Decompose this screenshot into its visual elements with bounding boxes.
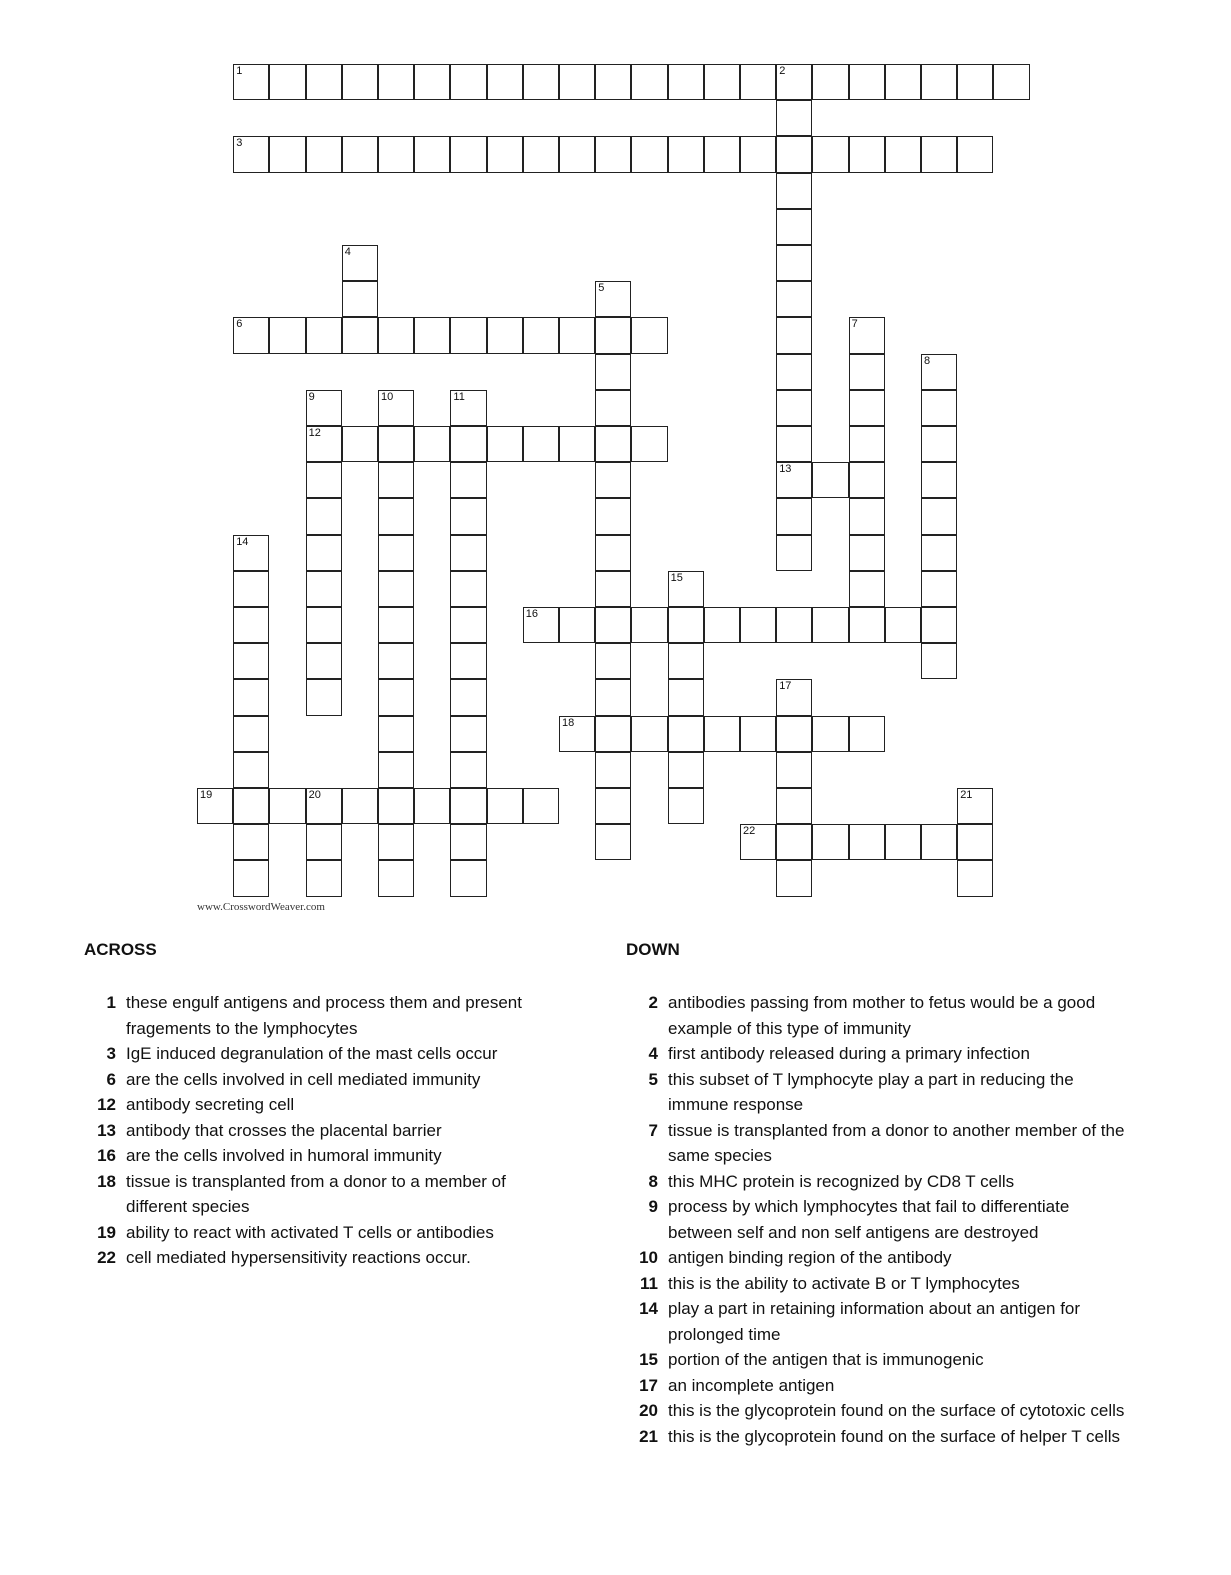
grid-cell[interactable] xyxy=(668,643,704,679)
grid-cell[interactable] xyxy=(306,535,342,571)
grid-cell[interactable] xyxy=(450,571,486,607)
grid-cell[interactable] xyxy=(849,317,885,353)
grid-cell[interactable] xyxy=(993,64,1029,100)
cell-number: 4 xyxy=(344,246,351,258)
grid-cell[interactable] xyxy=(233,607,269,643)
grid-cell[interactable] xyxy=(306,860,342,896)
clue-text: are the cells involved in cell mediated immunity xyxy=(126,1069,481,1089)
grid-cell[interactable] xyxy=(776,716,812,752)
credit-text: www.CrosswordWeaver.com xyxy=(197,901,325,913)
clue-number: 8 xyxy=(648,1171,658,1191)
grid-cell[interactable] xyxy=(631,607,667,643)
clue-item xyxy=(84,1067,554,1093)
clue-text: are the cells involved in humoral immunity xyxy=(126,1146,442,1165)
grid-cell[interactable] xyxy=(631,136,667,172)
grid-cell[interactable] xyxy=(306,607,342,643)
cell-number: 13 xyxy=(779,463,792,476)
grid-cell[interactable] xyxy=(849,498,885,534)
grid-cell[interactable] xyxy=(631,317,667,353)
clue-text: ability to react with activated T cells or antibodies xyxy=(126,1222,494,1242)
grid-cell[interactable] xyxy=(197,788,233,824)
grid-cell[interactable] xyxy=(342,245,378,281)
grid-cell[interactable] xyxy=(559,607,595,643)
grid-cell[interactable] xyxy=(957,64,993,100)
grid-cell[interactable] xyxy=(885,136,921,172)
clue-item xyxy=(626,1194,1126,1245)
grid-cell[interactable] xyxy=(306,498,342,534)
clue-text: play a part in retaining information about an antigen for prolonged time xyxy=(668,1299,1081,1344)
grid-cell[interactable] xyxy=(704,64,740,100)
grid-cell[interactable] xyxy=(957,860,993,896)
clue-text: antibody secreting cell xyxy=(126,1095,295,1114)
grid-cell[interactable] xyxy=(342,136,378,172)
cell-number: 17 xyxy=(779,680,792,693)
grid-cell[interactable] xyxy=(631,426,667,462)
grid-cell[interactable] xyxy=(668,64,704,100)
grid-cell[interactable] xyxy=(849,390,885,426)
clue-item xyxy=(626,1245,1126,1271)
grid-cell[interactable] xyxy=(306,679,342,715)
grid-cell[interactable] xyxy=(849,607,885,643)
grid-cell[interactable] xyxy=(595,716,631,752)
grid-cell[interactable] xyxy=(668,136,704,172)
clue-item xyxy=(84,1169,554,1220)
clue-number: 22 xyxy=(97,1248,116,1267)
clue-number: 18 xyxy=(97,1171,116,1191)
clue-number: 7 xyxy=(648,1120,658,1140)
grid-cell[interactable] xyxy=(957,136,993,172)
clue-number: 12 xyxy=(97,1095,116,1114)
grid-cell[interactable] xyxy=(668,752,704,788)
grid-cell[interactable] xyxy=(233,679,269,715)
clue-number: 14 xyxy=(639,1299,658,1318)
grid-cell[interactable] xyxy=(885,824,921,860)
clue-item xyxy=(84,1118,554,1144)
clue-number: 5 xyxy=(648,1069,658,1089)
grid-cell[interactable] xyxy=(921,643,957,679)
grid-cell[interactable] xyxy=(450,390,486,426)
grid-cell[interactable] xyxy=(487,317,523,353)
grid-cell[interactable] xyxy=(414,788,450,824)
clue-text: antibodies passing from mother to fetus would be a good example of this type of immunity xyxy=(668,993,1096,1038)
cell-number: 3 xyxy=(236,137,243,150)
grid-cell[interactable] xyxy=(269,136,305,172)
clue-number: 1 xyxy=(106,993,116,1012)
grid-cell[interactable] xyxy=(595,679,631,715)
grid-cell[interactable] xyxy=(812,716,848,752)
grid-cell[interactable] xyxy=(776,607,812,643)
grid-cell[interactable] xyxy=(233,64,269,100)
cell-number: 2 xyxy=(779,65,786,77)
grid-cell[interactable] xyxy=(595,390,631,426)
grid-cell[interactable] xyxy=(668,788,704,824)
down-clue-list xyxy=(626,990,1126,1449)
grid-cell[interactable] xyxy=(378,426,414,462)
grid-cell[interactable] xyxy=(342,317,378,353)
clue-number: 17 xyxy=(639,1375,658,1395)
grid-cell[interactable] xyxy=(233,716,269,752)
grid-cell[interactable] xyxy=(921,64,957,100)
grid-cell[interactable] xyxy=(704,716,740,752)
clue-item xyxy=(626,1347,1126,1373)
grid-cell[interactable] xyxy=(776,535,812,571)
grid-cell[interactable] xyxy=(776,245,812,281)
grid-cell[interactable] xyxy=(233,535,269,571)
grid-cell[interactable] xyxy=(885,64,921,100)
grid-cell[interactable] xyxy=(668,607,704,643)
grid-cell[interactable] xyxy=(306,426,342,462)
grid-cell[interactable] xyxy=(595,281,631,317)
grid-cell[interactable] xyxy=(957,788,993,824)
grid-cell[interactable] xyxy=(378,498,414,534)
grid-cell[interactable] xyxy=(378,643,414,679)
clue-text: this is the glycoprotein found on the surface of helper T cells xyxy=(668,1426,1121,1446)
cell-number: 10 xyxy=(381,390,394,403)
clue-item xyxy=(626,1296,1126,1347)
grid-cell[interactable] xyxy=(595,571,631,607)
cell-number: 1 xyxy=(236,65,243,77)
grid-cell[interactable] xyxy=(523,788,559,824)
clue-item xyxy=(626,1271,1126,1297)
clue-number: 9 xyxy=(648,1197,658,1216)
grid-cell[interactable] xyxy=(740,716,776,752)
grid-cell[interactable] xyxy=(595,788,631,824)
grid-cell[interactable] xyxy=(849,716,885,752)
cell-number: 18 xyxy=(562,716,575,729)
grid-cell[interactable] xyxy=(450,679,486,715)
grid-cell[interactable] xyxy=(595,317,631,353)
grid-cell[interactable] xyxy=(306,788,342,824)
clue-item xyxy=(84,1220,554,1246)
grid-cell[interactable] xyxy=(849,136,885,172)
grid-cell[interactable] xyxy=(957,824,993,860)
clue-text: this MHC protein is recognized by CD8 T cells xyxy=(668,1171,1015,1191)
grid-cell[interactable] xyxy=(450,788,486,824)
clue-number: 6 xyxy=(106,1069,116,1089)
clue-item xyxy=(626,1424,1126,1450)
grid-cell[interactable] xyxy=(631,716,667,752)
clue-item xyxy=(84,1143,554,1169)
grid-cell[interactable] xyxy=(306,462,342,498)
cell-number: 20 xyxy=(308,789,321,801)
grid-cell[interactable] xyxy=(233,752,269,788)
cell-number: 14 xyxy=(236,535,249,548)
grid-cell[interactable] xyxy=(595,824,631,860)
clue-number: 2 xyxy=(648,993,658,1012)
grid-cell[interactable] xyxy=(378,64,414,100)
clue-item xyxy=(84,1092,554,1118)
grid-cell[interactable] xyxy=(378,535,414,571)
clue-text: cell mediated hypersensitivity reactions occur. xyxy=(126,1248,471,1267)
grid-cell[interactable] xyxy=(450,136,486,172)
clue-item xyxy=(84,990,554,1041)
grid-cell[interactable] xyxy=(776,426,812,462)
clue-text: this subset of T lymphocyte play a part in reducing the immune response xyxy=(668,1069,1074,1114)
clue-number: 20 xyxy=(639,1401,658,1420)
grid-cell[interactable] xyxy=(885,607,921,643)
grid-cell[interactable] xyxy=(921,426,957,462)
clue-number: 4 xyxy=(648,1044,658,1063)
grid-cell[interactable] xyxy=(523,136,559,172)
grid-cell[interactable] xyxy=(595,752,631,788)
grid-cell[interactable] xyxy=(306,824,342,860)
grid-cell[interactable] xyxy=(487,426,523,462)
clue-number: 13 xyxy=(97,1120,116,1140)
grid-cell[interactable] xyxy=(378,607,414,643)
grid-cell[interactable] xyxy=(595,136,631,172)
grid-cell[interactable] xyxy=(487,136,523,172)
grid-cell[interactable] xyxy=(921,535,957,571)
clue-number: 16 xyxy=(97,1146,116,1165)
grid-cell[interactable] xyxy=(740,607,776,643)
grid-cell[interactable] xyxy=(378,390,414,426)
cell-number: 12 xyxy=(308,427,321,439)
grid-cell[interactable] xyxy=(342,64,378,100)
clue-text: antigen binding region of the antibody xyxy=(668,1248,952,1267)
grid-cell[interactable] xyxy=(233,317,269,353)
grid-cell[interactable] xyxy=(776,788,812,824)
across-clue-list xyxy=(84,990,554,1271)
clue-number: 21 xyxy=(639,1426,658,1446)
grid-cell[interactable] xyxy=(414,426,450,462)
cell-number: 5 xyxy=(598,282,605,295)
grid-cell[interactable] xyxy=(776,209,812,245)
grid-cell[interactable] xyxy=(668,716,704,752)
grid-cell[interactable] xyxy=(776,317,812,353)
grid-cell[interactable] xyxy=(233,824,269,860)
grid-cell[interactable] xyxy=(559,426,595,462)
grid-cell[interactable] xyxy=(812,136,848,172)
grid-cell[interactable] xyxy=(559,136,595,172)
across-heading: ACROSS xyxy=(84,940,157,959)
grid-cell[interactable] xyxy=(921,390,957,426)
grid-cell[interactable] xyxy=(523,426,559,462)
grid-cell[interactable] xyxy=(595,354,631,390)
grid-cell[interactable] xyxy=(342,426,378,462)
grid-cell[interactable] xyxy=(776,390,812,426)
clue-number: 15 xyxy=(639,1350,658,1369)
grid-cell[interactable] xyxy=(233,643,269,679)
grid-cell[interactable] xyxy=(631,64,667,100)
grid-cell[interactable] xyxy=(595,535,631,571)
grid-cell[interactable] xyxy=(740,64,776,100)
grid-cell[interactable] xyxy=(595,64,631,100)
clue-text: portion of the antigen that is immunogenic xyxy=(668,1350,984,1369)
grid-cell[interactable] xyxy=(776,498,812,534)
grid-cell[interactable] xyxy=(776,281,812,317)
clue-item xyxy=(626,1169,1126,1195)
grid-cell[interactable] xyxy=(740,136,776,172)
grid-cell[interactable] xyxy=(668,571,704,607)
grid-cell[interactable] xyxy=(269,788,305,824)
clue-text: tissue is transplanted from a donor to a member of different species xyxy=(126,1171,506,1216)
clue-text: this is the ability to activate B or T lymphocytes xyxy=(668,1273,1020,1293)
grid-cell[interactable] xyxy=(595,498,631,534)
clue-item xyxy=(626,1118,1126,1169)
grid-cell[interactable] xyxy=(776,462,812,498)
grid-cell[interactable] xyxy=(450,317,486,353)
clue-item xyxy=(84,1245,554,1271)
grid-cell[interactable] xyxy=(450,824,486,860)
cell-number: 8 xyxy=(924,354,931,367)
grid-cell[interactable] xyxy=(812,824,848,860)
grid-cell[interactable] xyxy=(849,571,885,607)
grid-cell[interactable] xyxy=(306,390,342,426)
across-clues xyxy=(84,940,554,1271)
clue-text: process by which lymphocytes that fail to differentiate between self and non self antigens are destroyed xyxy=(668,1197,1070,1242)
grid-cell[interactable] xyxy=(233,788,269,824)
grid-cell[interactable] xyxy=(450,643,486,679)
clue-item xyxy=(84,1041,554,1067)
grid-cell[interactable] xyxy=(776,173,812,209)
grid-cell[interactable] xyxy=(450,860,486,896)
grid-cell[interactable] xyxy=(378,860,414,896)
grid-cell[interactable] xyxy=(849,64,885,100)
grid-cell[interactable] xyxy=(378,788,414,824)
grid-cell[interactable] xyxy=(776,752,812,788)
grid-cell[interactable] xyxy=(414,64,450,100)
grid-cell[interactable] xyxy=(704,136,740,172)
grid-cell[interactable] xyxy=(450,752,486,788)
grid-cell[interactable] xyxy=(269,317,305,353)
grid-cell[interactable] xyxy=(921,607,957,643)
grid-cell[interactable] xyxy=(595,643,631,679)
clue-text: an incomplete antigen xyxy=(668,1375,835,1395)
grid-cell[interactable] xyxy=(812,64,848,100)
grid-cell[interactable] xyxy=(306,64,342,100)
grid-cell[interactable] xyxy=(233,136,269,172)
grid-cell[interactable] xyxy=(306,317,342,353)
down-heading: DOWN xyxy=(626,940,680,959)
grid-cell[interactable] xyxy=(849,354,885,390)
grid-cell[interactable] xyxy=(306,571,342,607)
grid-cell[interactable] xyxy=(378,136,414,172)
grid-cell[interactable] xyxy=(378,752,414,788)
grid-cell[interactable] xyxy=(414,136,450,172)
grid-cell[interactable] xyxy=(668,679,704,715)
grid-cell[interactable] xyxy=(523,317,559,353)
grid-cell[interactable] xyxy=(849,824,885,860)
grid-cell[interactable] xyxy=(450,535,486,571)
clue-item xyxy=(626,1398,1126,1424)
cell-number: 9 xyxy=(308,390,315,403)
clue-text: tissue is transplanted from a donor to another member of the same species xyxy=(668,1120,1125,1165)
grid-cell[interactable] xyxy=(523,64,559,100)
grid-cell[interactable] xyxy=(233,571,269,607)
grid-cell[interactable] xyxy=(776,354,812,390)
clue-number: 11 xyxy=(640,1273,658,1293)
grid-cell[interactable] xyxy=(450,64,486,100)
clue-text: this is the glycoprotein found on the surface of cytotoxic cells xyxy=(668,1401,1125,1420)
grid-cell[interactable] xyxy=(559,716,595,752)
grid-cell[interactable] xyxy=(812,607,848,643)
grid-cell[interactable] xyxy=(450,426,486,462)
grid-cell[interactable] xyxy=(414,317,450,353)
grid-cell[interactable] xyxy=(342,788,378,824)
grid-cell[interactable] xyxy=(306,136,342,172)
grid-cell[interactable] xyxy=(849,426,885,462)
clue-item xyxy=(626,1067,1126,1118)
grid-cell[interactable] xyxy=(378,716,414,752)
grid-cell[interactable] xyxy=(849,462,885,498)
clue-text: these engulf antigens and process them and present fragements to the lymphocytes xyxy=(126,993,522,1038)
clue-number: 3 xyxy=(106,1044,116,1063)
grid-cell[interactable] xyxy=(776,679,812,715)
grid-cell[interactable] xyxy=(450,716,486,752)
down-clues xyxy=(626,940,1126,1449)
clue-item xyxy=(626,990,1126,1041)
clue-text: first antibody released during a primary infection xyxy=(668,1044,1030,1063)
grid-cell[interactable] xyxy=(776,860,812,896)
clue-number: 19 xyxy=(97,1222,116,1242)
clue-number: 10 xyxy=(639,1248,658,1267)
grid-cell[interactable] xyxy=(487,788,523,824)
grid-cell[interactable] xyxy=(921,824,957,860)
grid-cell[interactable] xyxy=(776,100,812,136)
grid-cell[interactable] xyxy=(378,824,414,860)
grid-cell[interactable] xyxy=(378,317,414,353)
cell-number: 11 xyxy=(453,390,465,403)
grid-cell[interactable] xyxy=(559,64,595,100)
grid-cell[interactable] xyxy=(523,607,559,643)
grid-cell[interactable] xyxy=(812,462,848,498)
grid-cell[interactable] xyxy=(378,679,414,715)
grid-cell[interactable] xyxy=(849,535,885,571)
cell-number: 21 xyxy=(960,789,973,801)
grid-cell[interactable] xyxy=(595,607,631,643)
cell-number: 22 xyxy=(743,825,756,838)
grid-cell[interactable] xyxy=(921,498,957,534)
grid-cell[interactable] xyxy=(378,462,414,498)
grid-cell[interactable] xyxy=(559,317,595,353)
grid-cell[interactable] xyxy=(378,571,414,607)
cell-number: 7 xyxy=(851,318,858,331)
grid-cell[interactable] xyxy=(450,607,486,643)
grid-cell[interactable] xyxy=(921,136,957,172)
grid-cell[interactable] xyxy=(487,64,523,100)
grid-cell[interactable] xyxy=(233,860,269,896)
grid-cell[interactable] xyxy=(921,462,957,498)
clue-item xyxy=(626,1041,1126,1067)
cell-number: 16 xyxy=(525,608,539,620)
cell-number: 6 xyxy=(236,318,243,331)
grid-cell[interactable] xyxy=(921,354,957,390)
clue-text: IgE induced degranulation of the mast cells occur xyxy=(126,1044,498,1063)
grid-cell[interactable] xyxy=(740,824,776,860)
clue-text: antibody that crosses the placental barrier xyxy=(126,1120,442,1140)
grid-cell[interactable] xyxy=(450,498,486,534)
grid-cell[interactable] xyxy=(595,462,631,498)
grid-cell[interactable] xyxy=(776,824,812,860)
grid-cell[interactable] xyxy=(921,571,957,607)
grid-cell[interactable] xyxy=(450,462,486,498)
grid-cell[interactable] xyxy=(704,607,740,643)
cell-number: 15 xyxy=(670,571,683,584)
grid-cell[interactable] xyxy=(776,64,812,100)
grid-cell[interactable] xyxy=(306,643,342,679)
grid-cell[interactable] xyxy=(776,136,812,172)
grid-cell[interactable] xyxy=(269,64,305,100)
grid-cell[interactable] xyxy=(342,281,378,317)
grid-cell[interactable] xyxy=(595,426,631,462)
cell-number: 19 xyxy=(200,789,213,801)
clue-item xyxy=(626,1373,1126,1399)
